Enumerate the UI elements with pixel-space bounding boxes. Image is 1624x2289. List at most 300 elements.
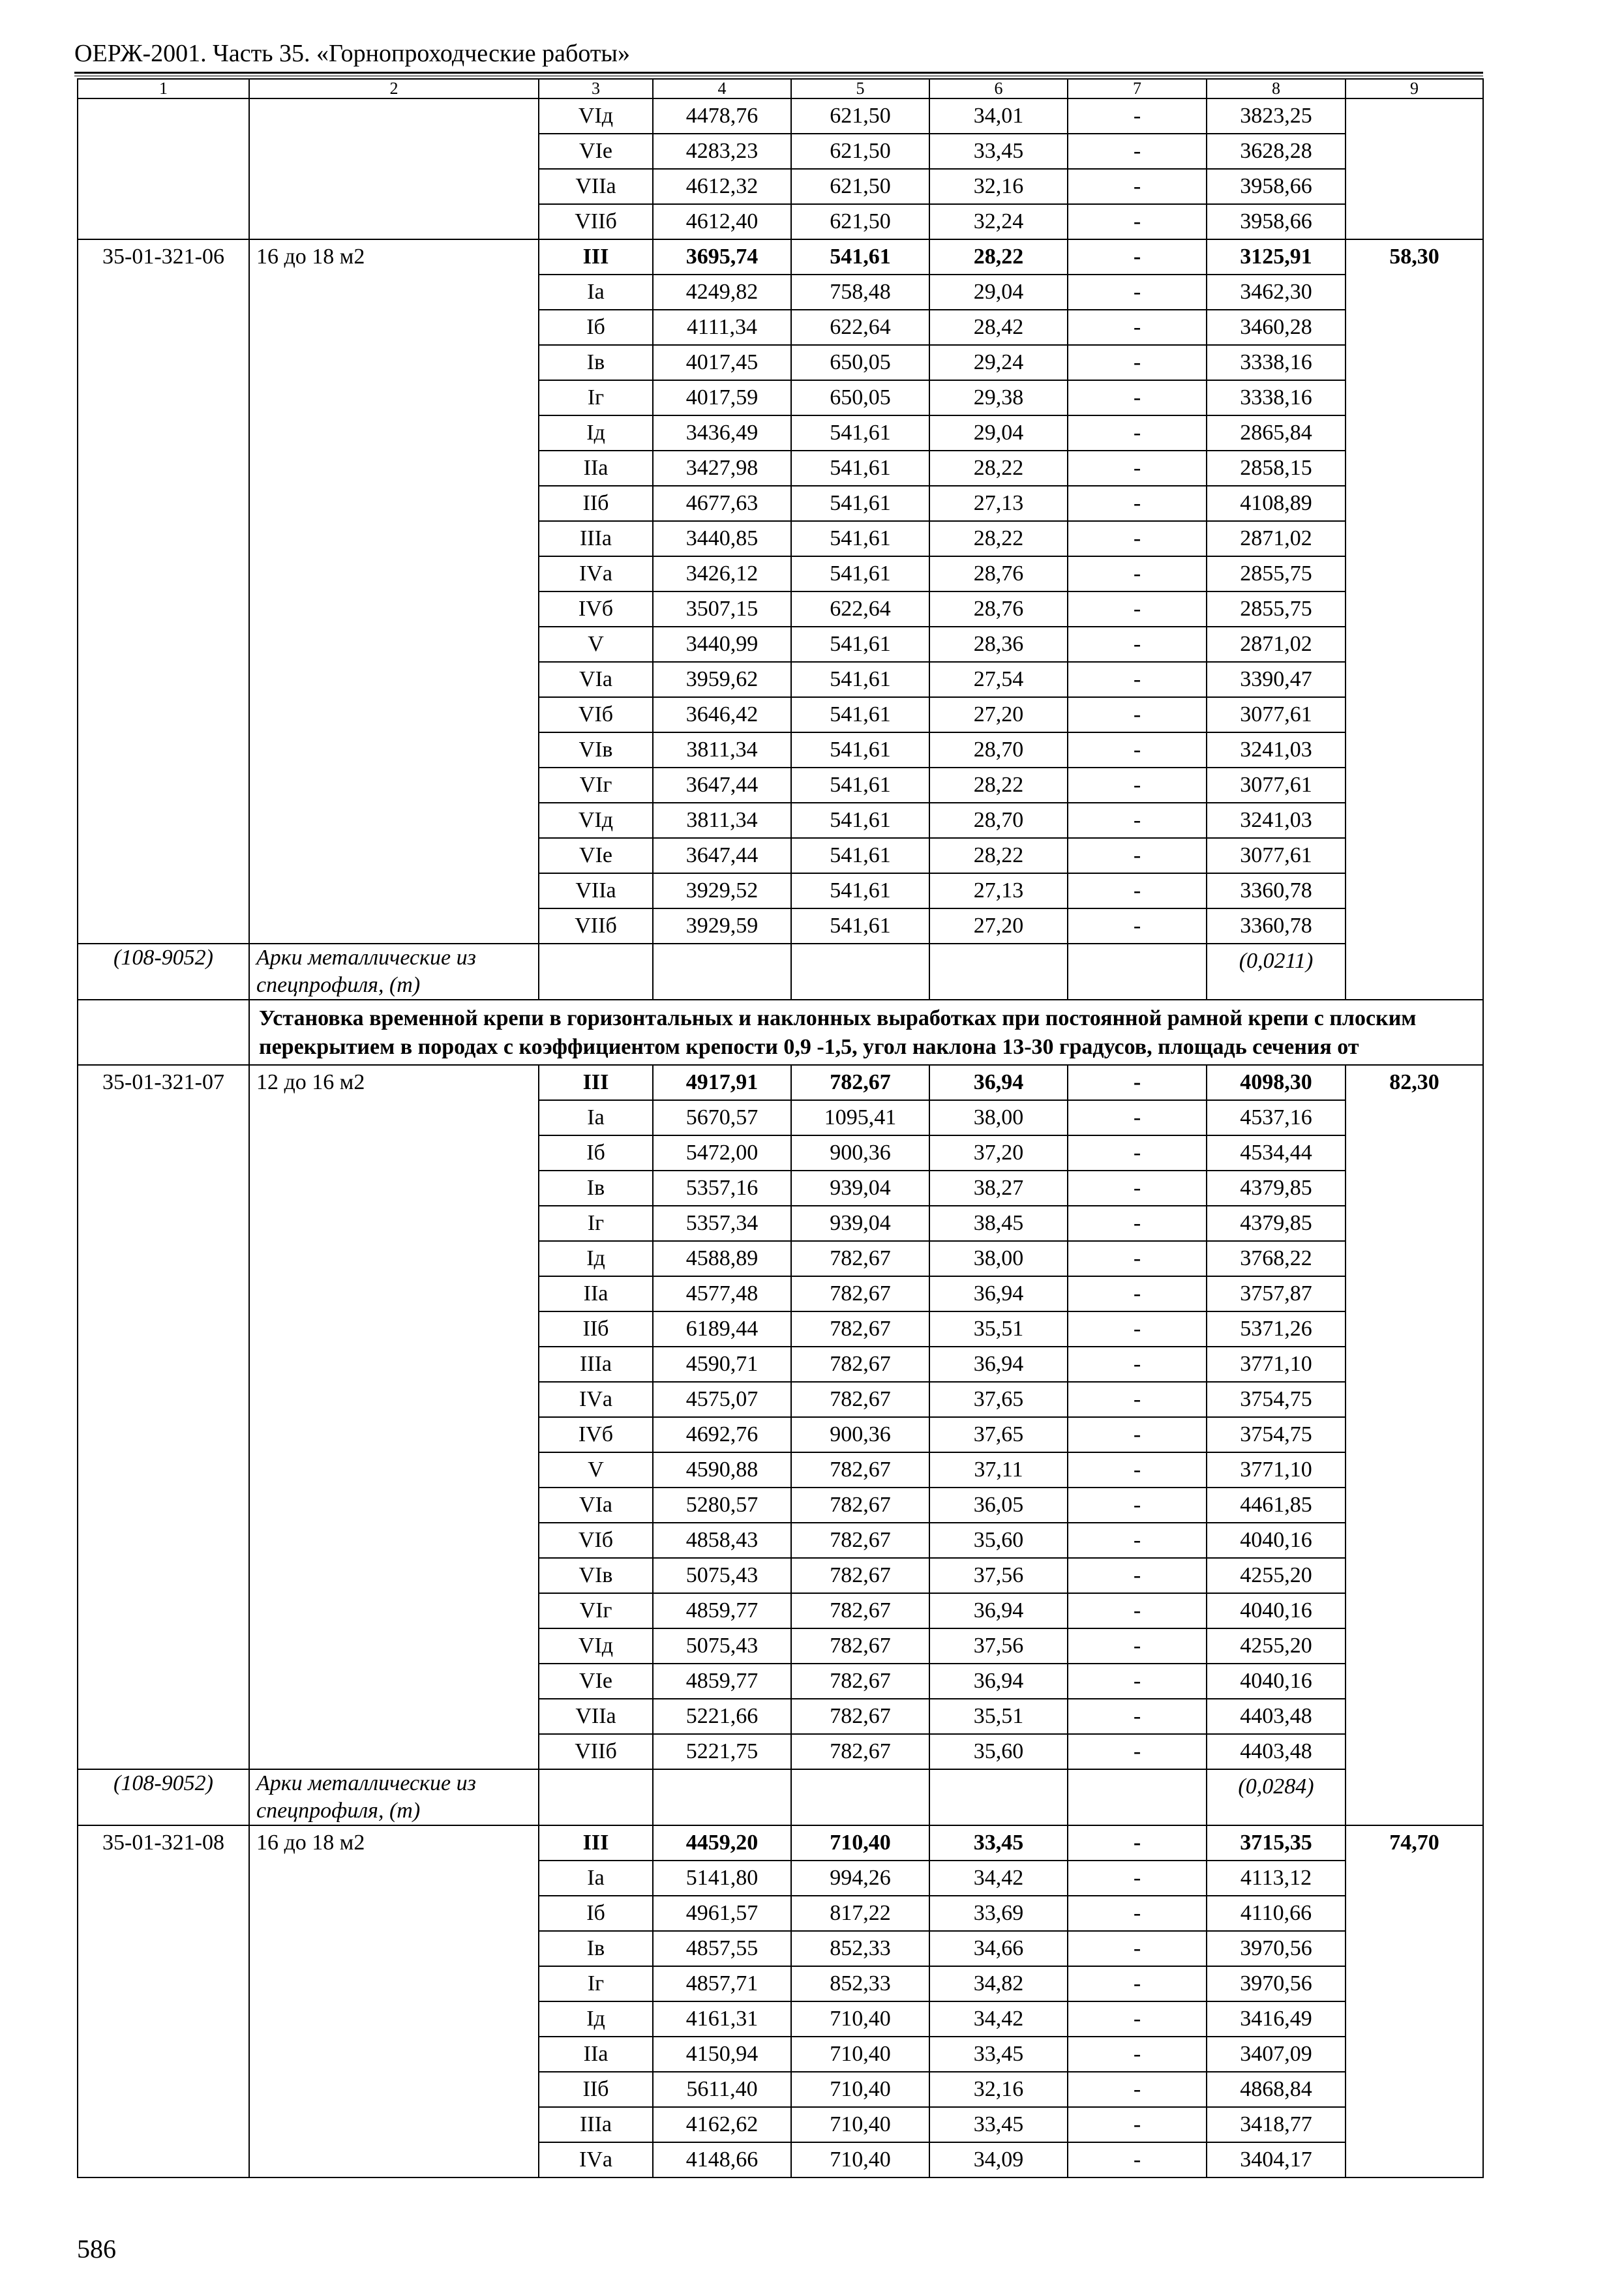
materials-cost-cell: 3407,09 (1207, 2037, 1346, 2072)
machine-cost-cell: 38,00 (929, 1100, 1068, 1135)
wage-cost-cell: 900,36 (791, 1135, 929, 1171)
operator-wage-cell: - (1068, 1311, 1207, 1347)
wage-cost-cell: 1095,41 (791, 1100, 929, 1135)
wage-cost-cell: 650,05 (791, 345, 929, 380)
total-cost-cell: 4692,76 (653, 1417, 791, 1452)
category-cell: VIе (539, 838, 653, 873)
category-cell: V (539, 1452, 653, 1488)
materials-cost-cell: 3077,61 (1207, 838, 1346, 873)
wage-cost-cell: 541,61 (791, 415, 929, 451)
wage-cost-cell: 541,61 (791, 451, 929, 486)
operator-wage-cell: - (1068, 1100, 1207, 1135)
code-cell: 35-01-321-08 (78, 1825, 249, 2177)
table-row (78, 239, 1483, 275)
operator-wage-cell: - (1068, 486, 1207, 521)
column-number: 9 (1346, 79, 1483, 98)
operator-wage-cell: - (1068, 1135, 1207, 1171)
wage-cost-cell: 541,61 (791, 803, 929, 838)
materials-cost-cell: 3771,10 (1207, 1452, 1346, 1488)
total-cost-cell: 5221,66 (653, 1699, 791, 1734)
total-cost-cell: 4588,89 (653, 1241, 791, 1276)
operator-wage-cell: - (1068, 1417, 1207, 1452)
total-cost-cell: 4150,94 (653, 2037, 791, 2072)
category-cell: VIб (539, 1523, 653, 1558)
operator-wage-cell: - (1068, 345, 1207, 380)
wage-cost-cell: 782,67 (791, 1452, 929, 1488)
category-cell: IIIа (539, 1347, 653, 1382)
category-cell: Iг (539, 1206, 653, 1241)
materials-cost-cell: 3823,25 (1207, 98, 1346, 134)
machine-cost-cell: 36,94 (929, 1664, 1068, 1699)
wage-cost-cell: 939,04 (791, 1171, 929, 1206)
wage-cost-cell: 541,61 (791, 239, 929, 275)
operator-wage-cell: - (1068, 1347, 1207, 1382)
operator-wage-cell: - (1068, 1382, 1207, 1417)
wage-cost-cell: 782,67 (791, 1382, 929, 1417)
materials-cost-cell: 4868,84 (1207, 2072, 1346, 2107)
machine-cost-cell: 37,56 (929, 1628, 1068, 1664)
machine-cost-cell: 33,45 (929, 1825, 1068, 1861)
wage-cost-cell: 621,50 (791, 98, 929, 134)
materials-cost-cell: 3958,66 (1207, 204, 1346, 239)
category-cell: Iд (539, 1241, 653, 1276)
materials-cost-cell: 4534,44 (1207, 1135, 1346, 1171)
section-size-cell: 16 до 18 м2 (249, 239, 539, 944)
total-cost-cell: 4961,57 (653, 1896, 791, 1931)
machine-cost-cell: 36,05 (929, 1488, 1068, 1523)
total-cost-cell: 4858,43 (653, 1523, 791, 1558)
machine-cost-cell: 28,22 (929, 838, 1068, 873)
total-cost-cell: 4017,59 (653, 380, 791, 415)
machine-cost-cell: 28,22 (929, 239, 1068, 275)
operator-wage-cell: - (1068, 451, 1207, 486)
empty-cell (539, 944, 653, 1000)
category-cell: VIб (539, 697, 653, 732)
empty-cell (929, 1769, 1068, 1825)
total-cost-cell: 4859,77 (653, 1664, 791, 1699)
wage-cost-cell: 782,67 (791, 1699, 929, 1734)
wage-cost-cell: 541,61 (791, 768, 929, 803)
category-cell: VIг (539, 1593, 653, 1628)
operator-wage-cell: - (1068, 803, 1207, 838)
operator-wage-cell: - (1068, 2142, 1207, 2177)
total-cost-cell: 5472,00 (653, 1135, 791, 1171)
code-cell (78, 98, 249, 239)
materials-cost-cell: 4113,12 (1207, 1861, 1346, 1896)
empty-cell (653, 944, 791, 1000)
total-cost-cell: 4857,55 (653, 1931, 791, 1966)
materials-cost-cell: 3460,28 (1207, 310, 1346, 345)
materials-cost-cell: 4379,85 (1207, 1171, 1346, 1206)
machine-cost-cell: 36,94 (929, 1276, 1068, 1311)
materials-cost-cell: 3241,03 (1207, 803, 1346, 838)
wage-cost-cell: 541,61 (791, 873, 929, 908)
materials-cost-cell: 4040,16 (1207, 1664, 1346, 1699)
operator-wage-cell: - (1068, 1488, 1207, 1523)
materials-cost-cell: 2865,84 (1207, 415, 1346, 451)
machine-cost-cell: 32,24 (929, 204, 1068, 239)
machine-cost-cell: 28,36 (929, 627, 1068, 662)
category-cell: IIб (539, 1311, 653, 1347)
wage-cost-cell: 621,50 (791, 204, 929, 239)
operator-wage-cell: - (1068, 1628, 1207, 1664)
machine-cost-cell: 28,70 (929, 803, 1068, 838)
section-description-row (78, 1000, 1483, 1065)
page-header-title: ОЕРЖ-2001. Часть 35. «Горнопроходческие работы» (74, 40, 630, 67)
total-cost-cell: 4859,77 (653, 1593, 791, 1628)
materials-cost-cell: 3462,30 (1207, 275, 1346, 310)
total-cost-cell: 4677,63 (653, 486, 791, 521)
operator-wage-cell: - (1068, 1699, 1207, 1734)
column-number: 7 (1068, 79, 1207, 98)
category-cell: IIб (539, 486, 653, 521)
category-cell: VIг (539, 768, 653, 803)
wage-cost-cell: 621,50 (791, 134, 929, 169)
wage-cost-cell: 541,61 (791, 627, 929, 662)
operator-wage-cell: - (1068, 415, 1207, 451)
machine-cost-cell: 28,22 (929, 768, 1068, 803)
column-number: 1 (78, 79, 249, 98)
category-cell: VIа (539, 662, 653, 697)
machine-cost-cell: 37,65 (929, 1382, 1068, 1417)
wage-cost-cell: 782,67 (791, 1593, 929, 1628)
wage-cost-cell: 817,22 (791, 1896, 929, 1931)
total-cost-cell: 5611,40 (653, 2072, 791, 2107)
machine-cost-cell: 37,20 (929, 1135, 1068, 1171)
materials-cost-cell: 3715,35 (1207, 1825, 1346, 1861)
total-cost-cell: 3811,34 (653, 732, 791, 768)
machine-cost-cell: 36,94 (929, 1347, 1068, 1382)
wage-cost-cell: 710,40 (791, 2142, 929, 2177)
operator-wage-cell: - (1068, 239, 1207, 275)
machine-cost-cell: 29,38 (929, 380, 1068, 415)
materials-cost-cell: 3754,75 (1207, 1382, 1346, 1417)
wage-cost-cell: 782,67 (791, 1488, 929, 1523)
machine-cost-cell: 35,60 (929, 1734, 1068, 1769)
materials-cost-cell: 3628,28 (1207, 134, 1346, 169)
materials-cost-cell: 4098,30 (1207, 1065, 1346, 1100)
total-cost-cell: 4575,07 (653, 1382, 791, 1417)
materials-cost-cell: 3390,47 (1207, 662, 1346, 697)
materials-cost-cell: 3077,61 (1207, 697, 1346, 732)
wage-cost-cell: 782,67 (791, 1347, 929, 1382)
wage-cost-cell: 782,67 (791, 1065, 929, 1100)
machine-cost-cell: 29,24 (929, 345, 1068, 380)
materials-cost-cell: 3360,78 (1207, 908, 1346, 944)
empty-cell (791, 1769, 929, 1825)
material-code-cell: (108-9052) (78, 944, 249, 1000)
total-cost-cell: 4590,71 (653, 1347, 791, 1382)
operator-wage-cell: - (1068, 2107, 1207, 2142)
materials-cost-cell: 2855,75 (1207, 556, 1346, 591)
machine-cost-cell: 27,54 (929, 662, 1068, 697)
operator-wage-cell: - (1068, 380, 1207, 415)
materials-cost-cell: 3404,17 (1207, 2142, 1346, 2177)
category-cell: VIIа (539, 1699, 653, 1734)
wage-cost-cell: 541,61 (791, 732, 929, 768)
operator-wage-cell: - (1068, 838, 1207, 873)
category-cell: Iб (539, 310, 653, 345)
machine-cost-cell: 38,27 (929, 1171, 1068, 1206)
materials-cost-cell: 3757,87 (1207, 1276, 1346, 1311)
category-cell: Iд (539, 2001, 653, 2037)
machine-cost-cell: 36,94 (929, 1065, 1068, 1100)
machine-cost-cell: 34,01 (929, 98, 1068, 134)
operator-wage-cell: - (1068, 1171, 1207, 1206)
wage-cost-cell: 622,64 (791, 591, 929, 627)
operator-wage-cell: - (1068, 556, 1207, 591)
total-cost-cell: 3811,34 (653, 803, 791, 838)
material-name-cell: Арки металлические из спецпрофиля, (т) (249, 944, 539, 1000)
machine-cost-cell: 27,13 (929, 873, 1068, 908)
total-cost-cell: 6189,44 (653, 1311, 791, 1347)
category-cell: IVб (539, 1417, 653, 1452)
operator-wage-cell: - (1068, 2037, 1207, 2072)
wage-cost-cell: 852,33 (791, 1966, 929, 2001)
category-cell: VIе (539, 134, 653, 169)
total-cost-cell: 4162,62 (653, 2107, 791, 2142)
category-cell: VIIа (539, 169, 653, 204)
total-cost-cell: 4478,76 (653, 98, 791, 134)
wage-cost-cell: 994,26 (791, 1861, 929, 1896)
column-number: 5 (791, 79, 929, 98)
operator-wage-cell: - (1068, 1664, 1207, 1699)
category-cell: Iб (539, 1896, 653, 1931)
table-row (78, 98, 1483, 134)
wage-cost-cell: 541,61 (791, 556, 929, 591)
category-cell: Iв (539, 345, 653, 380)
category-cell: VIд (539, 803, 653, 838)
wage-cost-cell: 710,40 (791, 2001, 929, 2037)
operator-wage-cell: - (1068, 1593, 1207, 1628)
materials-cost-cell: 4255,20 (1207, 1558, 1346, 1593)
materials-cost-cell: 4403,48 (1207, 1734, 1346, 1769)
machine-cost-cell: 32,16 (929, 169, 1068, 204)
materials-cost-cell: 3418,77 (1207, 2107, 1346, 2142)
category-cell: VIд (539, 98, 653, 134)
category-cell: V (539, 627, 653, 662)
machine-cost-cell: 36,94 (929, 1593, 1068, 1628)
total-cost-cell: 4590,88 (653, 1452, 791, 1488)
machine-cost-cell: 27,20 (929, 908, 1068, 944)
total-cost-cell: 4459,20 (653, 1825, 791, 1861)
total-cost-cell: 3436,49 (653, 415, 791, 451)
category-cell: VIд (539, 1628, 653, 1664)
total-cost-cell: 3929,52 (653, 873, 791, 908)
materials-cost-cell: 3970,56 (1207, 1966, 1346, 2001)
materials-cost-cell: 4537,16 (1207, 1100, 1346, 1135)
table-row (78, 1825, 1483, 1861)
machine-cost-cell: 35,60 (929, 1523, 1068, 1558)
empty-cell (1068, 944, 1207, 1000)
column-number: 2 (249, 79, 539, 98)
total-cost-cell: 5141,80 (653, 1861, 791, 1896)
category-cell: VIIб (539, 908, 653, 944)
rates-table (77, 78, 1484, 2178)
category-cell: VIв (539, 732, 653, 768)
total-cost-cell: 3929,59 (653, 908, 791, 944)
machine-cost-cell: 28,42 (929, 310, 1068, 345)
total-cost-cell: 5670,57 (653, 1100, 791, 1135)
category-cell: III (539, 239, 653, 275)
category-cell: IVа (539, 556, 653, 591)
operator-wage-cell: - (1068, 1452, 1207, 1488)
materials-cost-cell: 5371,26 (1207, 1311, 1346, 1347)
wage-cost-cell: 541,61 (791, 662, 929, 697)
header-rule (74, 72, 1483, 76)
section-size-cell: 12 до 16 м2 (249, 1065, 539, 1769)
total-cost-cell: 4857,71 (653, 1966, 791, 2001)
wage-cost-cell: 541,61 (791, 486, 929, 521)
machine-cost-cell: 37,11 (929, 1452, 1068, 1488)
operator-wage-cell: - (1068, 1065, 1207, 1100)
materials-cost-cell: 4379,85 (1207, 1206, 1346, 1241)
section-description: Установка временной крепи в горизонтальных и наклонных выработках при постоянной рамной крепи с плоским перекрытием в породах с коэффициентом крепости 0,9 -1,5, угол наклона 13-30 градусов, площадь сечения от (249, 1000, 1483, 1065)
machine-cost-cell: 35,51 (929, 1311, 1068, 1347)
operator-wage-cell: - (1068, 1825, 1207, 1861)
wage-cost-cell: 622,64 (791, 310, 929, 345)
labor-cost-cell: 82,30 (1346, 1065, 1483, 1825)
operator-wage-cell: - (1068, 697, 1207, 732)
wage-cost-cell: 782,67 (791, 1311, 929, 1347)
machine-cost-cell: 34,42 (929, 2001, 1068, 2037)
materials-cost-cell: 4040,16 (1207, 1523, 1346, 1558)
category-cell: IVб (539, 591, 653, 627)
materials-cost-cell: 4403,48 (1207, 1699, 1346, 1734)
category-cell: Iа (539, 275, 653, 310)
wage-cost-cell: 782,67 (791, 1558, 929, 1593)
page-number: 586 (77, 2234, 116, 2264)
materials-cost-cell: 4255,20 (1207, 1628, 1346, 1664)
category-cell: Iб (539, 1135, 653, 1171)
wage-cost-cell: 758,48 (791, 275, 929, 310)
materials-cost-cell: 3077,61 (1207, 768, 1346, 803)
operator-wage-cell: - (1068, 134, 1207, 169)
total-cost-cell: 4111,34 (653, 310, 791, 345)
operator-wage-cell: - (1068, 732, 1207, 768)
wage-cost-cell: 939,04 (791, 1206, 929, 1241)
machine-cost-cell: 33,45 (929, 2037, 1068, 2072)
wage-cost-cell: 782,67 (791, 1628, 929, 1664)
materials-cost-cell: 3416,49 (1207, 2001, 1346, 2037)
operator-wage-cell: - (1068, 1966, 1207, 2001)
category-cell: Iв (539, 1171, 653, 1206)
total-cost-cell: 4283,23 (653, 134, 791, 169)
empty-cell (791, 944, 929, 1000)
category-cell: VIе (539, 1664, 653, 1699)
column-number: 8 (1207, 79, 1346, 98)
materials-cost-cell: 4108,89 (1207, 486, 1346, 521)
operator-wage-cell: - (1068, 591, 1207, 627)
machine-cost-cell: 28,22 (929, 451, 1068, 486)
category-cell: Iв (539, 1931, 653, 1966)
machine-cost-cell: 37,65 (929, 1417, 1068, 1452)
category-cell: III (539, 1065, 653, 1100)
total-cost-cell: 4612,32 (653, 169, 791, 204)
wage-cost-cell: 852,33 (791, 1931, 929, 1966)
category-cell: VIIа (539, 873, 653, 908)
machine-cost-cell: 35,51 (929, 1699, 1068, 1734)
operator-wage-cell: - (1068, 521, 1207, 556)
wage-cost-cell: 541,61 (791, 521, 929, 556)
category-cell: IIб (539, 2072, 653, 2107)
machine-cost-cell: 38,00 (929, 1241, 1068, 1276)
total-cost-cell: 4148,66 (653, 2142, 791, 2177)
category-cell: IIа (539, 1276, 653, 1311)
operator-wage-cell: - (1068, 1206, 1207, 1241)
category-cell: VIIб (539, 204, 653, 239)
category-cell: IIа (539, 451, 653, 486)
category-cell: Iг (539, 380, 653, 415)
category-cell: Iа (539, 1100, 653, 1135)
materials-cost-cell: 2858,15 (1207, 451, 1346, 486)
operator-wage-cell: - (1068, 310, 1207, 345)
section-size-cell: 16 до 18 м2 (249, 1825, 539, 2177)
machine-cost-cell: 27,13 (929, 486, 1068, 521)
total-cost-cell: 5357,16 (653, 1171, 791, 1206)
machine-cost-cell: 34,82 (929, 1966, 1068, 2001)
total-cost-cell: 3647,44 (653, 768, 791, 803)
materials-cost-cell: 3771,10 (1207, 1347, 1346, 1382)
category-cell: IVа (539, 2142, 653, 2177)
material-quantity-cell: (0,0211) (1207, 944, 1346, 1000)
empty-cell (78, 1000, 249, 1065)
total-cost-cell: 5075,43 (653, 1558, 791, 1593)
wage-cost-cell: 782,67 (791, 1523, 929, 1558)
total-cost-cell: 4249,82 (653, 275, 791, 310)
materials-cost-cell: 4040,16 (1207, 1593, 1346, 1628)
wage-cost-cell: 541,61 (791, 838, 929, 873)
machine-cost-cell: 34,09 (929, 2142, 1068, 2177)
material-row (78, 944, 1483, 1000)
materials-cost-cell: 2871,02 (1207, 521, 1346, 556)
category-cell: Iг (539, 1966, 653, 2001)
machine-cost-cell: 28,76 (929, 591, 1068, 627)
category-cell: Iд (539, 415, 653, 451)
wage-cost-cell: 710,40 (791, 2037, 929, 2072)
machine-cost-cell: 33,45 (929, 134, 1068, 169)
total-cost-cell: 4612,40 (653, 204, 791, 239)
operator-wage-cell: - (1068, 627, 1207, 662)
category-cell: Iа (539, 1861, 653, 1896)
description-cell (249, 98, 539, 239)
total-cost-cell: 5075,43 (653, 1628, 791, 1664)
operator-wage-cell: - (1068, 1523, 1207, 1558)
materials-cost-cell: 3338,16 (1207, 380, 1346, 415)
operator-wage-cell: - (1068, 873, 1207, 908)
total-cost-cell: 3426,12 (653, 556, 791, 591)
total-cost-cell: 5357,34 (653, 1206, 791, 1241)
operator-wage-cell: - (1068, 275, 1207, 310)
total-cost-cell: 3646,42 (653, 697, 791, 732)
wage-cost-cell: 782,67 (791, 1241, 929, 1276)
total-cost-cell: 3440,85 (653, 521, 791, 556)
total-cost-cell: 5221,75 (653, 1734, 791, 1769)
operator-wage-cell: - (1068, 1931, 1207, 1966)
operator-wage-cell: - (1068, 908, 1207, 944)
machine-cost-cell: 29,04 (929, 275, 1068, 310)
machine-cost-cell: 32,16 (929, 2072, 1068, 2107)
materials-cost-cell: 3754,75 (1207, 1417, 1346, 1452)
total-cost-cell: 3959,62 (653, 662, 791, 697)
material-code-cell: (108-9052) (78, 1769, 249, 1825)
materials-cost-cell: 3958,66 (1207, 169, 1346, 204)
operator-wage-cell: - (1068, 1861, 1207, 1896)
materials-cost-cell: 2871,02 (1207, 627, 1346, 662)
wage-cost-cell: 782,67 (791, 1664, 929, 1699)
operator-wage-cell: - (1068, 2001, 1207, 2037)
category-cell: VIIб (539, 1734, 653, 1769)
